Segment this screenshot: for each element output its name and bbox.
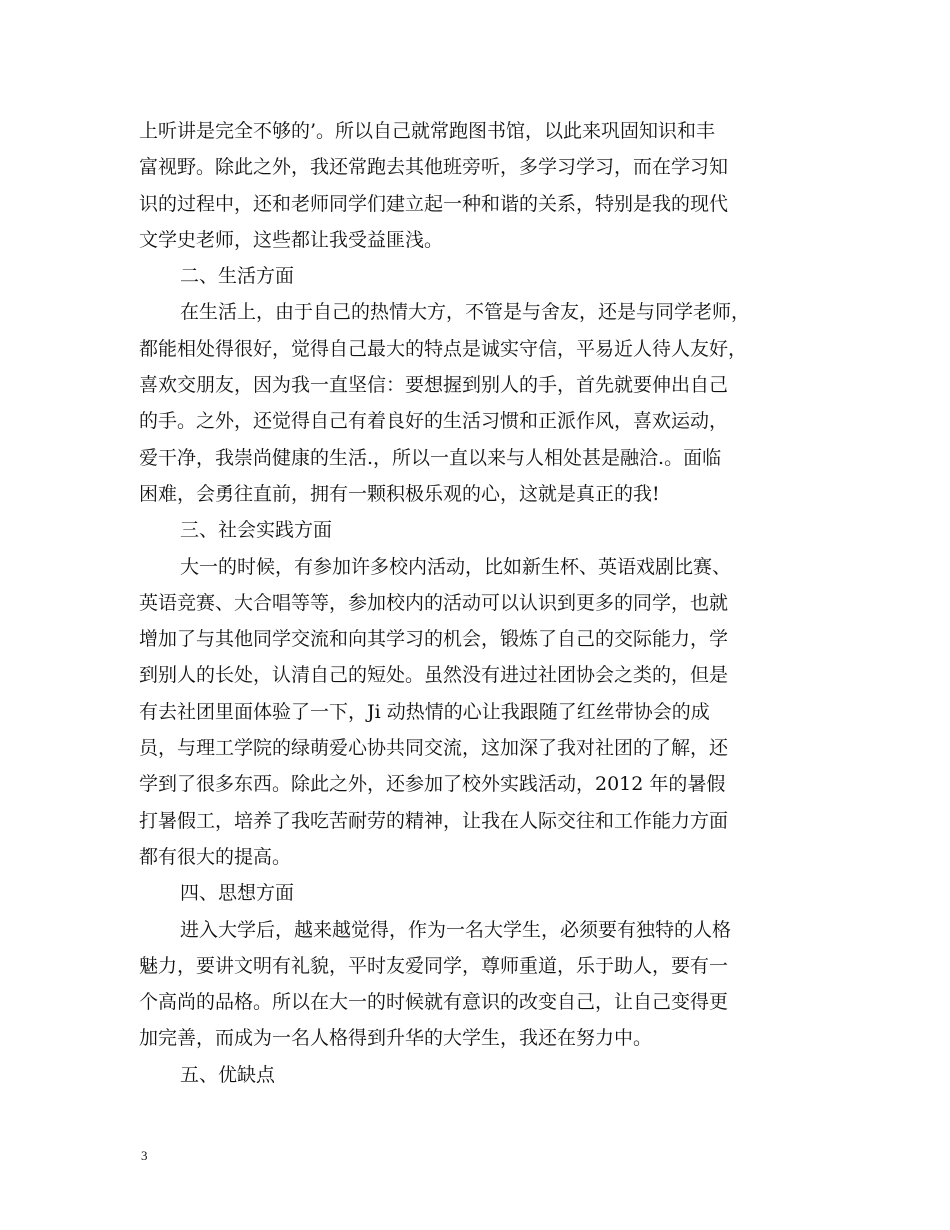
- paragraph-line: 魅力，要讲文明有礼貌，平时友爱同学，尊师重道，乐于助人，要有一: [139, 954, 729, 977]
- paragraph-line: 打暑假工，培养了我吃苦耐劳的精神，让我在人际交往和工作能力方面: [139, 809, 729, 832]
- paragraph-line: 的手。之外，还觉得自己有着良好的生活习惯和正派作风，喜欢运动，: [139, 410, 729, 433]
- paragraph-line: 员，与理工学院的绿萌爱心协共同交流，这加深了我对社团的了解，还: [139, 737, 729, 760]
- paragraph-line: 爱干净，我崇尚健康的生活.，所以一直以来与人相处甚是融洽.。面临: [139, 446, 722, 469]
- paragraph-line: 到别人的长处，认清自己的短处。虽然没有进过社团协会之类的，但是: [139, 664, 729, 687]
- paragraph-line: 文学史老师，这些都让我受益匪浅。: [139, 228, 444, 251]
- paragraph-line: 有去社团里面体验了一下，Ji 动热情的心让我跟随了红丝带协会的成: [139, 700, 710, 723]
- section-heading-social-practice: 三、社会实践方面: [180, 519, 333, 542]
- paragraph-line: 大一的时候，有参加许多校内活动，比如新生杯、英语戏剧比赛、: [180, 555, 732, 578]
- paragraph-line: 英语竞赛、大合唱等等，参加校内的活动可以认识到更多的同学，也就: [139, 591, 729, 614]
- paragraph-line: 都能相处得很好，觉得自己最大的特点是诚实守信，平易近人待人友好，: [139, 337, 748, 360]
- section-heading-thought: 四、思想方面: [180, 882, 295, 905]
- section-heading-strengths-weaknesses: 五、优缺点: [180, 1063, 276, 1086]
- page-number: 3: [141, 1148, 148, 1163]
- paragraph-line: 识的过程中，还和老师同学们建立起一种和谐的关系，特别是我的现代: [139, 192, 729, 215]
- paragraph-line: 在生活上，由于自己的热情大方，不管是与舍友，还是与同学老师，: [180, 301, 751, 324]
- paragraph-line: 学到了很多东西。除此之外，还参加了校外实践活动，2012 年的暑假: [139, 773, 726, 796]
- paragraph-line: 个高尚的品格。所以在大一的时候就有意识的改变自己，让自己变得更: [139, 991, 729, 1014]
- paragraph-line: 进入大学后，越来越觉得，作为一名大学生，必须要有独特的人格: [180, 918, 732, 941]
- paragraph-line: 加完善，而成为一名人格得到升华的大学生，我还在努力中。: [139, 1027, 653, 1050]
- section-heading-life: 二、生活方面: [180, 265, 295, 288]
- paragraph-line: 喜欢交朋友，因为我一直坚信：要想握到别人的手，首先就要伸出自己: [139, 374, 729, 397]
- paragraph-line: 困难，会勇往直前，拥有一颗积极乐观的心，这就是真正的我!: [139, 482, 660, 505]
- paragraph-line: 富视野。除此之外，我还常跑去其他班旁听，多学习学习，而在学习知: [139, 156, 729, 179]
- paragraph-line: 都有很大的提高。: [139, 845, 292, 868]
- body-text: [139, 113, 819, 1093]
- paragraph-line: 增加了与其他同学交流和向其学习的机会，锻炼了自己的交际能力，学: [139, 628, 729, 651]
- paragraph-line: 上听讲是完全不够的’。所以自己就常跑图书馆，以此来巩固知识和丰: [139, 120, 716, 142]
